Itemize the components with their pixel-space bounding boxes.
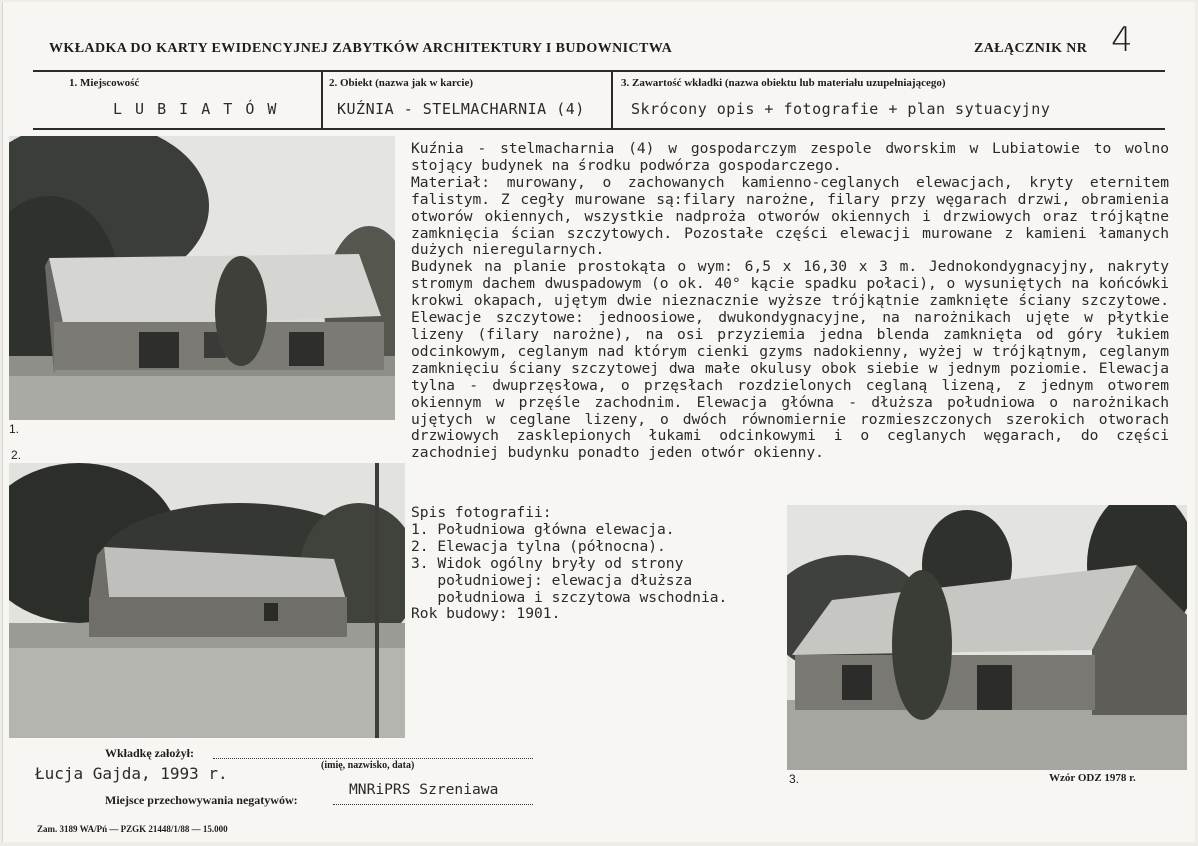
object-value: KUŹNIA - STELMACHARNIA (4) — [337, 100, 585, 118]
contents-value: Skrócony opis + fotografie + plan sytuacyjny — [631, 100, 1051, 118]
place-label: 1. Miejscowość — [69, 77, 140, 89]
table-divider-1 — [321, 72, 323, 129]
photo-list-heading: Spis fotografii: — [411, 504, 552, 521]
description-paragraph: Budynek na planie prostokąta o wym: 6,5 x 16,30 x 3 m. Jednokondygnacyjny, nakryty stromym dachem dwuspadowym (o ok. 40° kącie spadku połaci), o wysuniętych na końcówki krokwi okapach, ujętym dwie nieznacznie wyższe trójkątnie zamknięte ściany szczytowe. Elewacje szczytowe: jednoosiowe, dwukondygnacyjne, na narożnikach ujęte w płytkie lizeny (filary narożne), na osi przyziemia jedna blenda zamknięta od góry łukiem odcinkowym, ceglanym nad którym cienki gzyms nadokienny, wyżej w trójkątnym, ceglanym zamknięciu ściany szczytowej dwa małe okulusy obok siebie w jednym poziomie. Elewacja tylna - dwuprzęsłowa, o przęsłach rozdzielonych ceglaną lizeną, z jednym otworem okiennym w przęśle zachodnim. Elewacja główna - dłuższa południowa o narożnikach ujętych w ceglane lizeny, o dwóch równomiernie rozmieszczonych szerokich otworach drzwiowych zasklepionych łukami odcinkowymi i o ceglanych węgarach, do części zachodniej budynku ponadto jeden otwór okienny. — [411, 258, 1169, 462]
attachment-number: 4 — [1111, 20, 1133, 60]
table-top-rule — [33, 70, 1165, 72]
table-bottom-rule — [33, 128, 1165, 130]
storage-dotted-line — [333, 804, 533, 805]
storage-label: Miejsce przechowywania negatywów: — [105, 793, 298, 807]
founded-label: Wkładkę założył: — [105, 746, 194, 760]
storage-value: MNRiPRS Szreniawa — [349, 781, 499, 798]
founded-hint: (imię, nazwisko, data) — [321, 760, 415, 771]
photo-3 — [787, 505, 1187, 770]
founded-value: Łucja Gajda, 1993 r. — [35, 764, 228, 783]
print-info: Zam. 3189 WA/Pń — PZGK 21448/1/88 — 15.000 — [37, 824, 228, 834]
object-label: 2. Obiekt (nazwa jak w karcie) — [329, 77, 474, 89]
photo-list — [411, 505, 727, 623]
photo-3-image — [787, 505, 1187, 770]
photo-list-item: południowej: elewacja dłuższa — [411, 571, 693, 589]
photo-2-image — [9, 463, 405, 738]
photo-1-number: 1. — [9, 422, 20, 436]
place-value: L U B I A T Ó W — [113, 100, 279, 118]
photo-list-item: 2. Elewacja tylna (północna). — [411, 537, 666, 555]
photo-1 — [9, 136, 395, 420]
contents-label: 3. Zawartość wkładki (nazwa obiektu lub materiału uzupełniającego) — [621, 77, 946, 89]
photo-list-item: 3. Widok ogólny bryły od strony — [411, 554, 684, 572]
pattern-label: Wzór ODZ 1978 r. — [1049, 772, 1136, 784]
photo-1-image — [9, 136, 395, 420]
table-divider-2 — [611, 72, 613, 129]
form-page — [2, 2, 1195, 842]
photo-list-item: 1. Południowa główna elewacja. — [411, 520, 675, 538]
photo-2 — [9, 463, 405, 738]
attachment-label: ZAŁĄCZNIK NR — [974, 41, 1088, 56]
description-paragraph: Materiał: murowany, o zachowanych kamienno-ceglanych elewacjach, kryty eternitem falistym. Z cegły murowane są:filary narożne, filary przy węgarach drzwi, obramienia otworów okiennych, wszystkie nadproża otworów okiennych i drzwiowych oraz trójkątne zamknięcia ścian szczytowych. Pozostałe części elewacji murowane z kamieni łamanych dużych nieregularnych. — [411, 173, 1169, 259]
founded-dotted-line — [213, 758, 533, 759]
photo-2-number: 2. — [11, 448, 22, 462]
construction-year: Rok budowy: 1901. — [411, 605, 561, 623]
form-title: WKŁADKA DO KARTY EWIDENCYJNEJ ZABYTKÓW ARCHITEKTURY I BUDOWNICTWA — [49, 41, 673, 56]
photo-list-item: południowa i szczytowa wschodnia. — [411, 588, 728, 606]
description — [411, 141, 1169, 462]
photo-3-number: 3. — [789, 772, 800, 786]
description-paragraph: Kuźnia - stelmacharnia (4) w gospodarczym zespole dworskim w Lubiatowie to wolno stojący budynek na środku podwórza gospodarczego. — [411, 140, 1169, 174]
